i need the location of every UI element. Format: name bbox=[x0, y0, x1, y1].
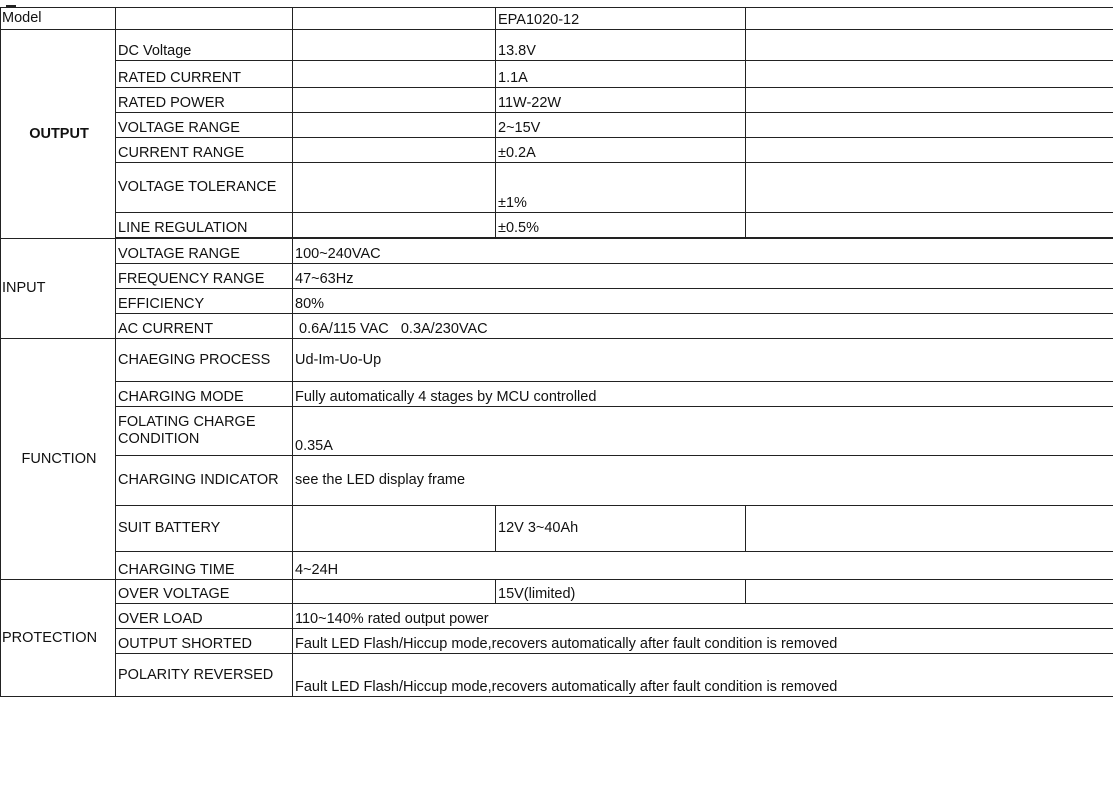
empty-cell bbox=[746, 163, 1113, 213]
table-row bbox=[1, 604, 1113, 629]
protection-section-label: PROTECTION bbox=[1, 580, 116, 697]
empty-cell bbox=[293, 61, 496, 88]
spec-table bbox=[0, 7, 1113, 697]
spec-label: OUTPUT SHORTED bbox=[116, 629, 293, 654]
spec-value: ±0.2A bbox=[496, 138, 746, 163]
spec-value: 110~140% rated output power bbox=[293, 604, 1113, 629]
model-label: Model bbox=[1, 8, 116, 30]
empty-cell bbox=[746, 138, 1113, 163]
table-row bbox=[1, 61, 1113, 88]
spec-label: AC CURRENT bbox=[116, 314, 293, 339]
spec-value: 11W-22W bbox=[496, 88, 746, 113]
spec-label: LINE REGULATION bbox=[116, 213, 293, 238]
spec-label: VOLTAGE TOLERANCE bbox=[116, 163, 293, 213]
empty-cell bbox=[746, 506, 1113, 552]
empty-cell bbox=[293, 88, 496, 113]
input-section-label: INPUT bbox=[1, 239, 116, 339]
spec-value: 12V 3~40Ah bbox=[496, 506, 746, 552]
spec-value: Fault LED Flash/Hiccup mode,recovers automatically after fault condition is removed bbox=[293, 654, 1113, 697]
model-empty-cell bbox=[116, 8, 293, 30]
spec-value: 1.1A bbox=[496, 61, 746, 88]
table-row bbox=[1, 314, 1113, 339]
empty-cell bbox=[746, 213, 1113, 238]
spec-label: CHARGING TIME bbox=[116, 552, 293, 580]
table-row bbox=[1, 289, 1113, 314]
spec-label: EFFICIENCY bbox=[116, 289, 293, 314]
function-section-label: FUNCTION bbox=[1, 339, 116, 580]
empty-cell bbox=[293, 113, 496, 138]
table-row bbox=[1, 407, 1113, 456]
table-row bbox=[1, 552, 1113, 580]
empty-cell bbox=[293, 580, 496, 604]
table-row bbox=[1, 113, 1113, 138]
spec-value: 15V(limited) bbox=[496, 580, 746, 604]
spec-label: CHAEGING PROCESS bbox=[116, 339, 293, 382]
spec-label: VOLTAGE RANGE bbox=[116, 113, 293, 138]
spec-value: ±1% bbox=[496, 163, 746, 213]
empty-cell bbox=[293, 213, 496, 238]
spec-label: CURRENT RANGE bbox=[116, 138, 293, 163]
model-empty-cell bbox=[293, 8, 496, 30]
spec-label: FREQUENCY RANGE bbox=[116, 264, 293, 289]
spec-label: SUIT BATTERY bbox=[116, 506, 293, 552]
spec-value: ±0.5% bbox=[496, 213, 746, 238]
table-row bbox=[1, 264, 1113, 289]
empty-cell bbox=[293, 30, 496, 61]
model-value: EPA1020-12 bbox=[496, 8, 746, 30]
empty-cell bbox=[746, 61, 1113, 88]
spec-value: 100~240VAC bbox=[293, 239, 1113, 264]
spec-label: RATED CURRENT bbox=[116, 61, 293, 88]
table-row bbox=[1, 138, 1113, 163]
spec-label: VOLTAGE RANGE bbox=[116, 239, 293, 264]
empty-cell bbox=[746, 580, 1113, 604]
spec-label: OVER VOLTAGE bbox=[116, 580, 293, 604]
spec-value: 2~15V bbox=[496, 113, 746, 138]
table-row bbox=[1, 382, 1113, 407]
empty-cell bbox=[293, 138, 496, 163]
table-row bbox=[1, 580, 1113, 604]
spec-value: 13.8V bbox=[496, 30, 746, 61]
spec-label: FOLATING CHARGE CONDITION bbox=[116, 407, 293, 456]
spec-value: 47~63Hz bbox=[293, 264, 1113, 289]
model-empty-cell bbox=[746, 8, 1113, 30]
spec-value: 0.6A/115 VAC 0.3A/230VAC bbox=[293, 314, 1113, 339]
table-row bbox=[1, 506, 1113, 552]
spec-value: Ud-Im-Uo-Up bbox=[293, 339, 1113, 382]
empty-cell bbox=[746, 113, 1113, 138]
empty-cell bbox=[293, 163, 496, 213]
empty-cell bbox=[293, 506, 496, 552]
spec-value: 0.35A bbox=[293, 407, 1113, 456]
table-row bbox=[1, 163, 1113, 213]
empty-cell bbox=[746, 88, 1113, 113]
table-row bbox=[1, 654, 1113, 697]
spec-value: Fully automatically 4 stages by MCU controlled bbox=[293, 382, 1113, 407]
table-row bbox=[1, 239, 1113, 264]
output-section-label: OUTPUT bbox=[1, 30, 116, 239]
spec-value: 4~24H bbox=[293, 552, 1113, 580]
spec-label: DC Voltage bbox=[116, 30, 293, 61]
table-row bbox=[1, 30, 1113, 61]
model-row bbox=[1, 8, 1113, 30]
table-row bbox=[1, 629, 1113, 654]
spec-label: OVER LOAD bbox=[116, 604, 293, 629]
spec-label: RATED POWER bbox=[116, 88, 293, 113]
table-row bbox=[1, 88, 1113, 113]
spec-value: see the LED display frame bbox=[293, 456, 1113, 506]
table-row bbox=[1, 456, 1113, 506]
spec-label: CHARGING INDICATOR bbox=[116, 456, 293, 506]
table-row bbox=[1, 339, 1113, 382]
empty-cell bbox=[746, 30, 1113, 61]
spec-value: Fault LED Flash/Hiccup mode,recovers automatically after fault condition is removed bbox=[293, 629, 1113, 654]
table-row bbox=[1, 213, 1113, 238]
cropped-header-strip bbox=[0, 0, 1113, 7]
spec-label: CHARGING MODE bbox=[116, 382, 293, 407]
spec-value: 80% bbox=[293, 289, 1113, 314]
spec-label: POLARITY REVERSED bbox=[116, 654, 293, 697]
